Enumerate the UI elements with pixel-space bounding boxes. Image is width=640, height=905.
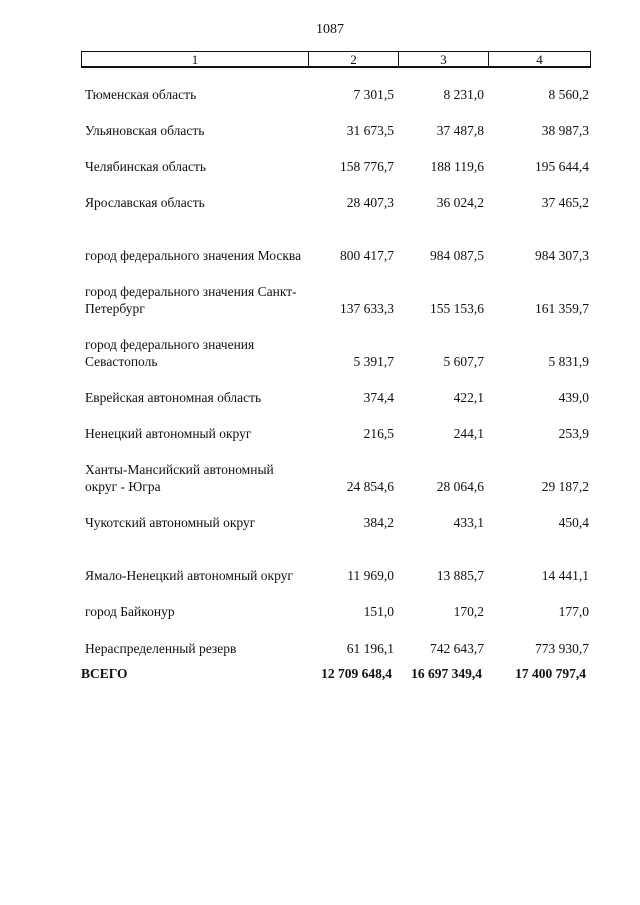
region-name: Ханты-Мансийский автономный округ - Югра [85,462,274,494]
region-name: Челябинская область [85,159,207,174]
value-col-3: 13 885,7 [436,568,484,583]
value-col-3: 433,1 [453,515,484,530]
value-col-2: 5 391,7 [353,354,394,369]
table-row [0,640,640,657]
value-col-2: 158 776,7 [340,159,394,174]
column-header-4: 4 [536,52,543,67]
total-row [0,665,640,682]
value-col-3: 155 153,6 [430,301,484,316]
column-header-1: 1 [82,52,309,66]
value-col-2: 24 854,6 [346,479,394,494]
table-row [0,336,640,370]
region-name: Нераспределенный резерв [85,641,237,656]
value-col-3: 984 087,5 [430,248,484,263]
region-name: Тюменская область [85,87,197,102]
table-row [0,230,640,264]
total-label: ВСЕГО [81,666,128,681]
value-col-3: 422,1 [453,390,484,405]
value-col-2: 800 417,7 [340,248,394,263]
value-col-3: 170,2 [453,604,484,619]
value-col-2: 216,5 [363,426,394,441]
value-col-4: 177,0 [558,604,589,619]
value-col-3: 742 643,7 [430,641,484,656]
value-col-3: 188 119,6 [430,159,484,174]
value-col-4: 773 930,7 [535,641,589,656]
table-header [81,51,591,68]
region-name: Ненецкий автономный округ [85,426,252,441]
value-col-4: 29 187,2 [541,479,589,494]
value-col-4: 5 831,9 [548,354,589,369]
value-col-3: 28 064,6 [436,479,484,494]
table-row [0,461,640,495]
table-row [0,86,640,103]
value-col-4: 37 465,2 [541,195,589,210]
table-row [0,158,640,175]
value-col-2: 61 196,1 [346,641,394,656]
value-col-3: 244,1 [453,426,484,441]
value-col-3: 5 607,7 [443,354,484,369]
value-col-4: 161 359,7 [535,301,589,316]
table-row [0,194,640,211]
value-col-2: 151,0 [363,604,394,619]
value-col-2: 31 673,5 [346,123,394,138]
value-col-2: 137 633,3 [340,301,394,316]
region-name: Ярославская область [85,195,205,210]
value-col-4: 253,9 [558,426,589,441]
value-col-3: 36 024,2 [436,195,484,210]
value-col-2: 374,4 [363,390,394,405]
value-col-2: 11 969,0 [347,568,394,583]
total-col-4: 17 400 797,4 [515,666,586,681]
table-row [0,425,640,442]
table-row [0,514,640,531]
table-row [0,389,640,406]
region-name: город федерального значения Севастополь [85,337,255,369]
value-col-4: 195 644,4 [535,159,589,174]
value-col-2: 28 407,3 [346,195,394,210]
region-name: Ямало-Ненецкий автономный округ [85,568,293,583]
region-name: Ульяновская область [85,123,205,138]
table-row [0,122,640,139]
total-col-3: 16 697 349,4 [411,666,482,681]
value-col-2: 384,2 [363,515,394,530]
table-row [0,550,640,584]
value-col-4: 38 987,3 [541,123,589,138]
column-header-2: 2 [309,52,399,66]
table-row [0,283,640,317]
value-col-4: 439,0 [558,390,589,405]
value-col-2: 7 301,5 [353,87,394,102]
region-name: город Байконур [85,604,175,619]
region-name: Чукотский автономный округ [85,515,256,530]
column-header-3: 3 [399,52,489,66]
total-col-2: 12 709 648,4 [321,666,392,681]
region-name: Еврейская автономная область [85,390,262,405]
value-col-4: 450,4 [558,515,589,530]
value-col-4: 14 441,1 [541,568,589,583]
table-row [0,603,640,620]
value-col-3: 37 487,8 [436,123,484,138]
value-col-4: 984 307,3 [535,248,589,263]
page-number: 1087 [316,22,344,37]
region-name: город федерального значения Москва [85,248,302,263]
region-name: город федерального значения Санкт-Петербург [85,284,297,316]
value-col-3: 8 231,0 [443,87,484,102]
value-col-4: 8 560,2 [548,87,589,102]
